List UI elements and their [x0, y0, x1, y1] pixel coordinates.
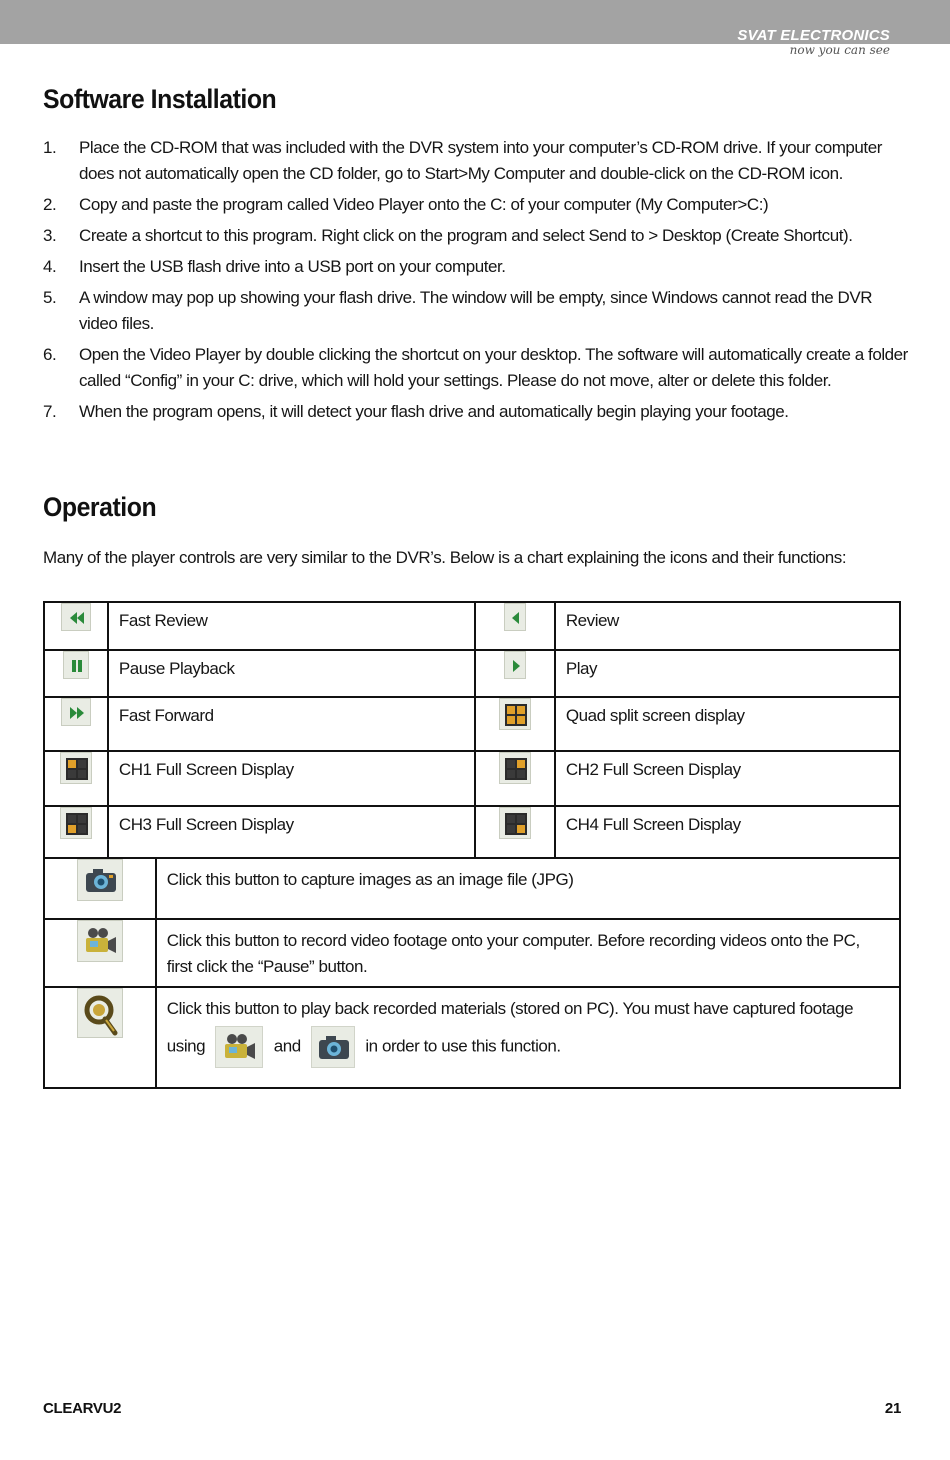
camera-icon	[77, 859, 123, 901]
table-row	[44, 987, 900, 1088]
ch1-label: CH1 Full Screen Display	[108, 751, 475, 806]
playback-text-line-1: Click this button to play back recorded materials (stored on PC). You must have captured footage	[166, 999, 854, 1018]
brand-tagline: now you can see	[789, 43, 890, 57]
list-item: 2. Copy and paste the program called Video Player onto the C: of your computer (My Computer>C:)	[43, 195, 769, 214]
fast-forward-label: Fast Forward	[108, 697, 475, 751]
table-row	[44, 806, 900, 858]
list-item: 5. A window may pop up showing your flash drive. The window will be empty, since Windows cannot read the DVR video files.	[43, 288, 873, 333]
review-label: Review	[555, 602, 900, 650]
brand-logo	[737, 28, 890, 57]
video-camera-icon	[77, 920, 123, 962]
camera-icon	[311, 1026, 355, 1068]
page-number: 21	[884, 1400, 901, 1417]
list-item: 4. Insert the USB flash drive into a USB port on your computer.	[43, 257, 506, 276]
list-item: 6. Open the Video Player by double clicking the shortcut on your desktop. The software will automatically create a folder called “Config” in your C: drive, which will hold your settings. Please do not move, alter or delete this folder.	[43, 345, 908, 390]
play-label: Play	[555, 650, 900, 697]
capture-image-description: Click this button to capture images as an image file (JPG)	[156, 858, 900, 919]
controls-table	[43, 601, 901, 1089]
operation-heading: Operation	[43, 492, 157, 522]
review-icon	[504, 603, 526, 631]
pause-label: Pause Playback	[108, 650, 475, 697]
table-row	[44, 858, 900, 919]
fast-forward-icon	[61, 698, 91, 726]
playback-reel-icon	[77, 988, 123, 1038]
pause-icon	[63, 651, 89, 679]
quad-split-icon	[499, 698, 531, 730]
ch2-label: CH2 Full Screen Display	[555, 751, 900, 806]
brand-name: SVAT ELECTRONICS	[737, 27, 890, 44]
table-row	[44, 751, 900, 806]
fast-review-icon	[61, 603, 91, 631]
footer-product: CLEARVU2	[43, 1400, 122, 1417]
ch3-label: CH3 Full Screen Display	[108, 806, 475, 858]
install-steps	[43, 135, 908, 430]
playback-description	[156, 987, 900, 1088]
quad-split-label: Quad split screen display	[555, 697, 900, 751]
table-row	[44, 650, 900, 697]
list-item: 3. Create a shortcut to this program. Right click on the program and select Send to > Desktop (Create Shortcut).	[43, 226, 853, 245]
ch4-label: CH4 Full Screen Display	[555, 806, 900, 858]
list-item: 7. When the program opens, it will detect your flash drive and automatically begin playing your footage.	[43, 402, 789, 421]
record-video-description: Click this button to record video footage onto your computer. Before recording videos onto the PC, first click the “Pause” button.	[156, 919, 900, 987]
ch3-grid-icon	[60, 807, 92, 839]
ch2-grid-icon	[499, 752, 531, 784]
install-heading: Software Installation	[43, 84, 277, 114]
playback-text-line-2: using and in order to use this function.	[167, 1026, 889, 1068]
video-camera-icon	[215, 1026, 263, 1068]
table-row	[44, 697, 900, 751]
ch1-grid-icon	[60, 752, 92, 784]
fast-review-label: Fast Review	[108, 602, 475, 650]
operation-intro: Many of the player controls are very similar to the DVR’s. Below is a chart explaining the icons and their functions:	[43, 548, 847, 567]
play-icon	[504, 651, 526, 679]
table-row	[44, 602, 900, 650]
table-row	[44, 919, 900, 987]
list-item: 1. Place the CD-ROM that was included with the DVR system into your computer’s CD-ROM drive. If your computer does not automatically open the CD folder, go to Start>My Computer and double-click on the CD-ROM icon.	[43, 138, 882, 183]
ch4-grid-icon	[499, 807, 531, 839]
